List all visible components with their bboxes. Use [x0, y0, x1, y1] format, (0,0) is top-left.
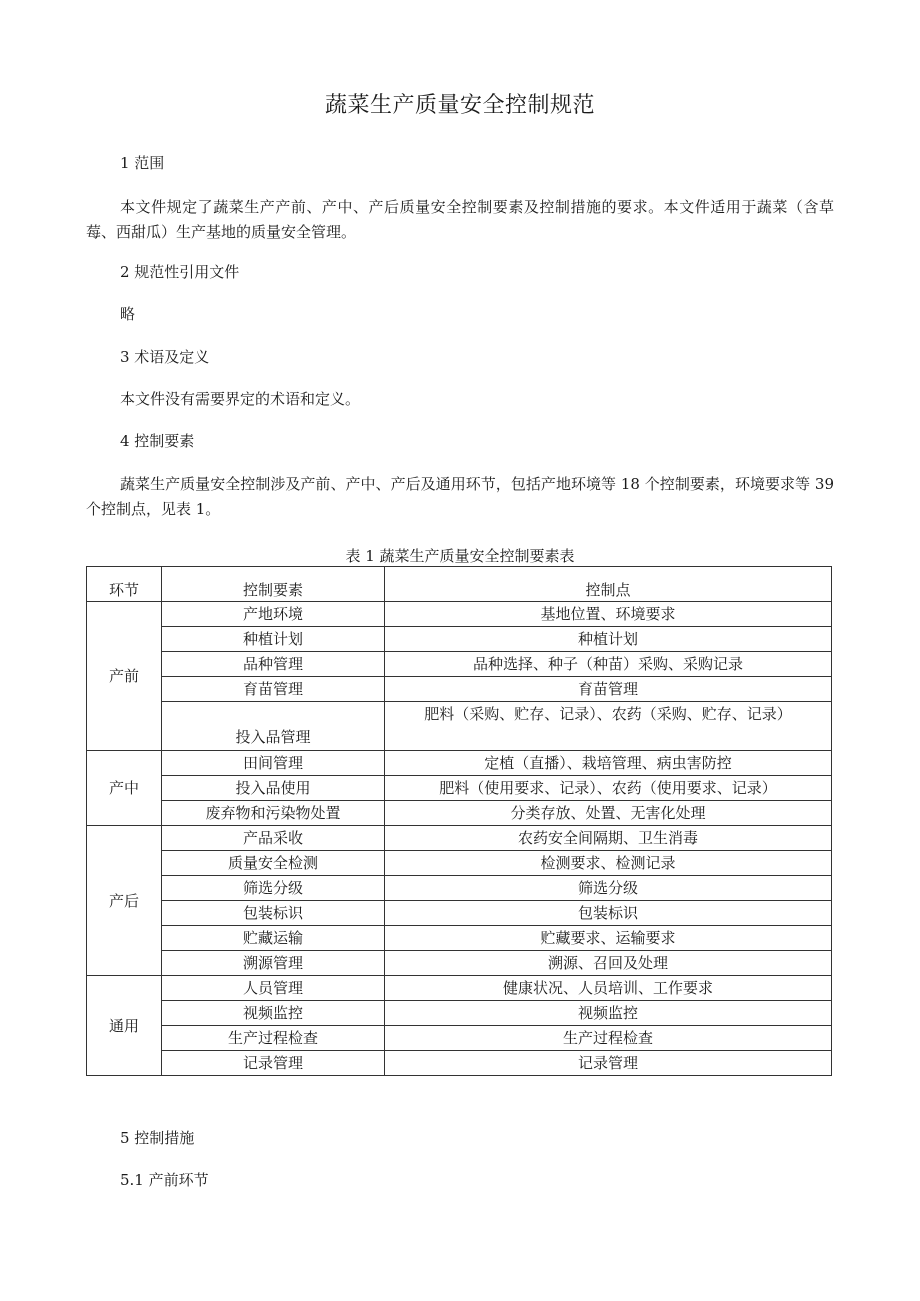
element-cell: 包装标识 — [162, 901, 385, 926]
points-cell: 肥料（采购、贮存、记录）、农药（采购、贮存、记录） — [385, 702, 832, 751]
element-cell: 人员管理 — [162, 976, 385, 1001]
points-cell: 基地位置、环境要求 — [385, 602, 832, 627]
table-row — [87, 602, 832, 627]
element-cell: 视频监控 — [162, 1001, 385, 1026]
table-row — [87, 1001, 832, 1026]
section-4-body: 蔬菜生产质量安全控制涉及产前、产中、产后及通用环节，包括产地环境等 18 个控制要素，环境要求等 39 个控制点，见表 1。 — [86, 475, 834, 518]
points-cell: 肥料（使用要求、记录）、农药（使用要求、记录） — [385, 776, 832, 801]
element-cell: 筛选分级 — [162, 876, 385, 901]
element-cell: 投入品管理 — [162, 702, 385, 751]
points-cell: 包装标识 — [385, 901, 832, 926]
element-cell: 质量安全检测 — [162, 851, 385, 876]
element-cell: 投入品使用 — [162, 776, 385, 801]
table-row — [87, 801, 832, 826]
table-row — [87, 851, 832, 876]
table-row — [87, 951, 832, 976]
table-row — [87, 1026, 832, 1051]
table-row — [87, 876, 832, 901]
section-3-body: 本文件没有需要界定的术语和定义。 — [120, 390, 361, 408]
section-5-heading: 5 控制措施 — [120, 1129, 195, 1147]
element-cell: 产地环境 — [162, 602, 385, 627]
points-cell: 检测要求、检测记录 — [385, 851, 832, 876]
element-cell: 生产过程检查 — [162, 1026, 385, 1051]
points-cell: 生产过程检查 — [385, 1026, 832, 1051]
table-row — [87, 751, 832, 776]
stage-cell: 产后 — [87, 826, 162, 976]
table-row — [87, 901, 832, 926]
element-cell: 溯源管理 — [162, 951, 385, 976]
element-cell: 田间管理 — [162, 751, 385, 776]
element-cell: 种植计划 — [162, 627, 385, 652]
table-row — [87, 1051, 832, 1076]
table-row — [87, 627, 832, 652]
header-points: 控制点 — [385, 567, 832, 602]
stage-cell: 通用 — [87, 976, 162, 1076]
table-row — [87, 702, 832, 751]
points-cell: 农药安全间隔期、卫生消毒 — [385, 826, 832, 851]
section-1-heading: 1 范围 — [120, 154, 165, 172]
element-cell: 育苗管理 — [162, 677, 385, 702]
stage-cell: 产中 — [87, 751, 162, 826]
points-cell: 品种选择、种子（种苗）采购、采购记录 — [385, 652, 832, 677]
section-1-body: 本文件规定了蔬菜生产产前、产中、产后质量安全控制要素及控制措施的要求。本文件适用于蔬菜（含草莓、西甜瓜）生产基地的质量安全管理。 — [86, 198, 834, 241]
element-cell: 贮藏运输 — [162, 926, 385, 951]
table-row — [87, 677, 832, 702]
table-header-row — [87, 567, 832, 602]
document-title: 蔬菜生产质量安全控制规范 — [324, 93, 595, 118]
section-2-body: 略 — [120, 305, 136, 323]
points-cell: 视频监控 — [385, 1001, 832, 1026]
control-elements-table — [86, 566, 832, 1076]
points-cell: 记录管理 — [385, 1051, 832, 1076]
table-caption: 表 1 蔬菜生产质量安全控制要素表 — [345, 547, 575, 565]
points-cell: 溯源、召回及处理 — [385, 951, 832, 976]
section-4-heading: 4 控制要素 — [120, 432, 195, 450]
points-cell: 育苗管理 — [385, 677, 832, 702]
element-cell: 废弃物和污染物处置 — [162, 801, 385, 826]
header-stage: 环节 — [87, 567, 162, 602]
points-cell: 分类存放、处置、无害化处理 — [385, 801, 832, 826]
points-cell: 种植计划 — [385, 627, 832, 652]
points-cell: 筛选分级 — [385, 876, 832, 901]
table-row — [87, 826, 832, 851]
stage-cell: 产前 — [87, 602, 162, 751]
section-3-heading: 3 术语及定义 — [120, 348, 210, 366]
table-row — [87, 652, 832, 677]
header-element: 控制要素 — [162, 567, 385, 602]
points-cell: 贮藏要求、运输要求 — [385, 926, 832, 951]
points-cell: 定植（直播）、栽培管理、病虫害防控 — [385, 751, 832, 776]
points-cell: 健康状况、人员培训、工作要求 — [385, 976, 832, 1001]
element-cell: 记录管理 — [162, 1051, 385, 1076]
element-cell: 品种管理 — [162, 652, 385, 677]
table-row — [87, 976, 832, 1001]
table-row — [87, 926, 832, 951]
section-5-1-heading: 5.1 产前环节 — [120, 1171, 209, 1189]
element-cell: 产品采收 — [162, 826, 385, 851]
section-2-heading: 2 规范性引用文件 — [120, 263, 240, 281]
table-row — [87, 776, 832, 801]
